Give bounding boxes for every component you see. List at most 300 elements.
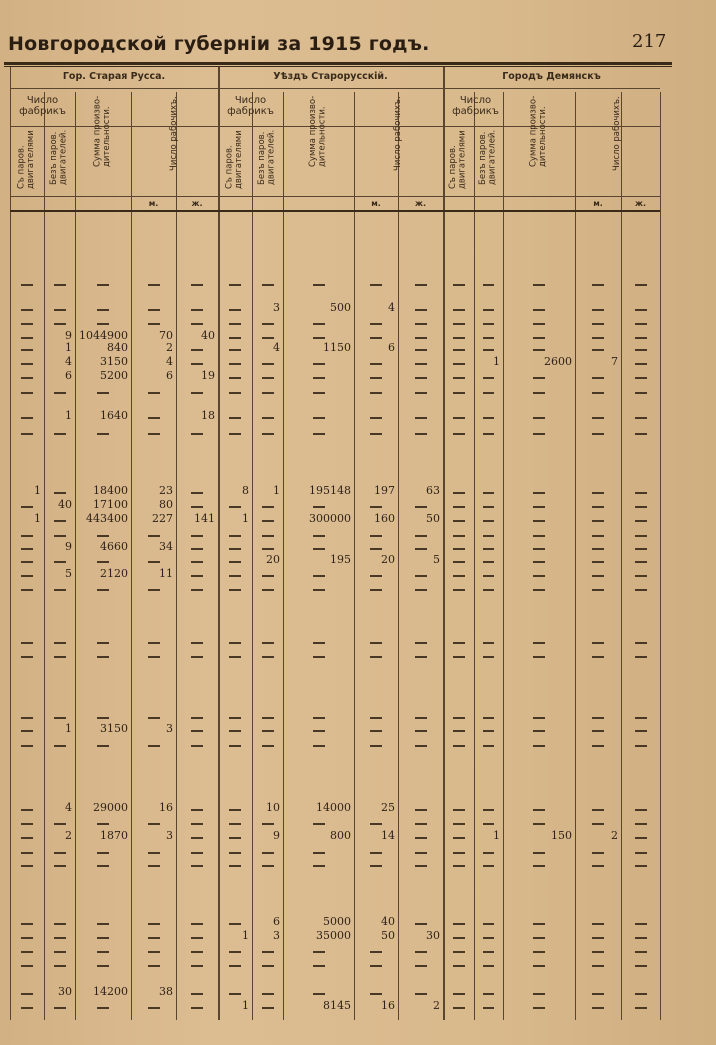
page-number: 217 [632, 31, 667, 52]
table-cell-dash [415, 965, 427, 967]
table-cell-dash [592, 809, 604, 811]
table-cell-dash [453, 809, 465, 811]
table-cell-dash [148, 823, 160, 825]
table-cell-dash [453, 417, 465, 419]
table-cell-dash [97, 965, 109, 967]
table-cell-dash [97, 392, 109, 394]
table-cell: 9 [273, 829, 280, 842]
table-cell-dash [148, 1007, 160, 1009]
table-cell-dash [592, 951, 604, 953]
table-cell-dash [415, 417, 427, 419]
table-cell-dash [370, 323, 382, 325]
table-cell-dash [635, 284, 647, 286]
vertical-column-header: Съ паров. двигателями [16, 130, 36, 189]
header-rule-mzh [10, 196, 660, 197]
table-cell-dash [453, 951, 465, 953]
table-cell-dash [21, 323, 33, 325]
table-cell: 16 [159, 801, 173, 814]
table-cell-dash [635, 589, 647, 591]
table-cell-dash [229, 642, 241, 644]
table-cell: 35000 [316, 929, 351, 942]
table-cell-dash [592, 852, 604, 854]
table-cell-dash [21, 561, 33, 563]
table-cell-dash [191, 656, 203, 658]
table-cell: 2120 [100, 567, 128, 580]
table-cell-dash [21, 589, 33, 591]
table-cell-dash [54, 1007, 66, 1009]
table-cell-dash [415, 745, 427, 747]
table-cell-dash [370, 548, 382, 550]
table-cell-dash [148, 392, 160, 394]
table-cell-dash [21, 852, 33, 854]
table-cell-dash [191, 642, 203, 644]
table-cell-dash [370, 284, 382, 286]
table-cell-dash [415, 589, 427, 591]
table-cell-dash [453, 1007, 465, 1009]
table-cell: 80 [159, 498, 173, 511]
table-cell: 3 [166, 722, 173, 735]
table-cell-dash [191, 492, 203, 494]
table-cell-dash [635, 363, 647, 365]
table-cell-dash [453, 309, 465, 311]
vertical-column-header: Число рабочихъ. [392, 96, 403, 171]
table-cell-dash [453, 730, 465, 732]
table-cell-dash [415, 349, 427, 351]
table-cell: 5200 [100, 369, 128, 382]
table-cell-dash [415, 923, 427, 925]
table-cell-dash [592, 965, 604, 967]
table-cell-dash [635, 377, 647, 379]
table-cell-dash [97, 433, 109, 435]
table-cell-dash [592, 717, 604, 719]
table-cell-dash [483, 575, 495, 577]
table-cell-dash [370, 363, 382, 365]
table-cell-dash [54, 433, 66, 435]
table-cell-dash [191, 589, 203, 591]
table-cell-dash [262, 433, 274, 435]
table-cell-dash [229, 865, 241, 867]
table-cell-dash [635, 392, 647, 394]
table-cell-dash [21, 656, 33, 658]
table-cell-dash [635, 506, 647, 508]
table-cell-dash [21, 865, 33, 867]
table-cell-dash [592, 377, 604, 379]
table-cell-dash [229, 548, 241, 550]
table-cell-dash [262, 323, 274, 325]
table-cell-dash [54, 852, 66, 854]
table-cell-dash [262, 951, 274, 953]
table-cell-dash [21, 923, 33, 925]
table-cell: 197 [374, 484, 395, 497]
table-cell-dash [262, 392, 274, 394]
table-cell-dash [483, 730, 495, 732]
table-cell: 4 [388, 301, 395, 314]
table-cell-dash [370, 642, 382, 644]
table-cell-dash [97, 852, 109, 854]
table-cell-dash [483, 520, 495, 522]
table-cell-dash [191, 506, 203, 508]
table-cell: 2600 [544, 355, 572, 368]
table-cell-dash [453, 937, 465, 939]
table-cell-dash [453, 965, 465, 967]
table-cell-dash [483, 865, 495, 867]
table-cell: 1 [493, 829, 500, 842]
table-cell-dash [54, 642, 66, 644]
table-cell-dash [533, 937, 545, 939]
table-cell: 1 [242, 929, 249, 942]
table-cell: 195148 [309, 484, 351, 497]
table-cell-dash [453, 520, 465, 522]
table-cell-dash [313, 417, 325, 419]
table-cell-dash [148, 417, 160, 419]
table-cell-dash [453, 349, 465, 351]
table-cell-dash [483, 656, 495, 658]
table-cell-dash [370, 951, 382, 953]
table-cell-dash [592, 492, 604, 494]
table-cell-dash [635, 730, 647, 732]
table-cell: 443400 [86, 512, 128, 525]
table-cell-dash [313, 506, 325, 508]
table-cell-dash [483, 993, 495, 995]
table-cell-dash [415, 642, 427, 644]
table-cell-dash [453, 717, 465, 719]
table-cell-dash [415, 837, 427, 839]
table-cell: 840 [107, 341, 128, 354]
table-cell: 20 [381, 553, 395, 566]
table-cell-dash [453, 656, 465, 658]
table-cell-dash [370, 506, 382, 508]
table-cell-dash [533, 433, 545, 435]
table-cell-dash [262, 745, 274, 747]
table-cell-dash [54, 561, 66, 563]
table-cell: 300000 [309, 512, 351, 525]
table-cell-dash [262, 730, 274, 732]
table-cell-dash [54, 745, 66, 747]
table-cell: 9 [65, 540, 72, 553]
table-cell-dash [592, 323, 604, 325]
table-cell: 5 [65, 567, 72, 580]
table-cell-dash [21, 730, 33, 732]
table-cell-dash [592, 730, 604, 732]
table-cell-dash [97, 951, 109, 953]
table-cell-dash [415, 730, 427, 732]
table-cell: 5000 [323, 915, 351, 928]
table-cell-dash [415, 852, 427, 854]
table-cell: 7 [611, 355, 618, 368]
table-cell: 3 [166, 829, 173, 842]
table-cell-dash [483, 561, 495, 563]
table-cell: 4 [65, 355, 72, 368]
table-cell: 4 [65, 801, 72, 814]
column-rule [503, 92, 504, 1020]
table-cell-dash [21, 823, 33, 825]
table-cell-dash [21, 1007, 33, 1009]
table-cell: 800 [330, 829, 351, 842]
table-cell-dash [635, 535, 647, 537]
table-cell-dash [483, 589, 495, 591]
table-cell: 227 [152, 512, 173, 525]
table-cell: 20 [266, 553, 280, 566]
table-cell-dash [533, 951, 545, 953]
table-cell: 1 [242, 999, 249, 1012]
table-cell-dash [262, 865, 274, 867]
table-cell-dash [313, 589, 325, 591]
table-cell-dash [229, 309, 241, 311]
table-cell-dash [148, 589, 160, 591]
table-cell-dash [415, 535, 427, 537]
table-cell-dash [483, 965, 495, 967]
table-cell-dash [453, 745, 465, 747]
table-cell-dash [635, 323, 647, 325]
table-cell-dash [191, 392, 203, 394]
table-cell: 30 [426, 929, 440, 942]
table-cell-dash [415, 309, 427, 311]
table-cell-dash [313, 377, 325, 379]
table-cell-dash [97, 823, 109, 825]
table-cell-dash [262, 656, 274, 658]
table-cell-dash [635, 656, 647, 658]
table-cell-dash [313, 823, 325, 825]
table-cell-dash [635, 417, 647, 419]
table-cell-dash [262, 852, 274, 854]
table-cell: 17100 [93, 498, 128, 511]
table-cell-dash [229, 337, 241, 339]
table-cell-dash [533, 337, 545, 339]
table-cell-dash [453, 561, 465, 563]
table-cell-dash [313, 745, 325, 747]
table-cell-dash [370, 535, 382, 537]
table-cell-dash [483, 823, 495, 825]
table-cell-dash [97, 284, 109, 286]
table-cell-dash [148, 284, 160, 286]
table-cell-dash [229, 349, 241, 351]
table-cell-dash [592, 349, 604, 351]
table-cell-dash [533, 309, 545, 311]
table-cell-dash [54, 965, 66, 967]
table-cell-dash [21, 309, 33, 311]
table-cell-dash [148, 923, 160, 925]
female-header: ж. [191, 199, 203, 208]
table-cell-dash [592, 642, 604, 644]
table-cell-dash [191, 852, 203, 854]
table-cell-dash [370, 433, 382, 435]
table-cell: 50 [381, 929, 395, 942]
table-cell: 1 [493, 355, 500, 368]
table-cell-dash [262, 337, 274, 339]
table-cell-dash [483, 745, 495, 747]
table-cell-dash [21, 745, 33, 747]
table-cell-dash [191, 837, 203, 839]
table-cell-dash [229, 323, 241, 325]
table-cell-dash [148, 717, 160, 719]
table-cell: 9 [65, 329, 72, 342]
table-cell-dash [191, 575, 203, 577]
column-rule [176, 92, 177, 1020]
table-cell: 10 [266, 801, 280, 814]
table-cell-dash [592, 745, 604, 747]
table-cell-dash [483, 717, 495, 719]
table-cell-dash [483, 642, 495, 644]
table-cell-dash [370, 865, 382, 867]
page-title: Новгородской губерніи за 1915 годъ. [8, 33, 430, 55]
table-cell-dash [592, 520, 604, 522]
table-cell-dash [635, 837, 647, 839]
table-cell-dash [313, 965, 325, 967]
table-cell-dash [191, 349, 203, 351]
column-rule [660, 92, 661, 1020]
table-cell-dash [592, 656, 604, 658]
table-cell-dash [533, 575, 545, 577]
table-cell: 1 [65, 341, 72, 354]
top-rule-thin [4, 66, 672, 67]
table-cell-dash [229, 363, 241, 365]
table-cell-dash [533, 561, 545, 563]
table-cell-dash [54, 656, 66, 658]
table-cell-dash [592, 1007, 604, 1009]
table-cell-dash [635, 561, 647, 563]
table-cell-dash [191, 323, 203, 325]
table-cell-dash [313, 642, 325, 644]
table-cell-dash [415, 392, 427, 394]
table-cell-dash [229, 993, 241, 995]
table-cell: 1 [242, 512, 249, 525]
table-cell-dash [21, 993, 33, 995]
table-cell-dash [533, 492, 545, 494]
table-cell-dash [483, 506, 495, 508]
table-cell: 19 [201, 369, 215, 382]
table-cell-dash [635, 823, 647, 825]
table-cell-dash [635, 717, 647, 719]
header-rule-groups [10, 88, 660, 89]
chislo-fabrik-header: Число фабрикъ [19, 95, 66, 117]
table-cell-dash [262, 642, 274, 644]
table-cell-dash [483, 349, 495, 351]
table-cell-dash [54, 323, 66, 325]
table-cell-dash [97, 323, 109, 325]
table-cell-dash [313, 717, 325, 719]
column-rule [131, 92, 132, 1020]
table-cell-dash [148, 951, 160, 953]
table-cell-dash [635, 865, 647, 867]
table-cell-dash [262, 589, 274, 591]
table-cell-dash [54, 284, 66, 286]
vertical-column-header: Число рабочихъ. [168, 96, 179, 171]
table-cell-dash [148, 852, 160, 854]
table-cell-dash [533, 349, 545, 351]
column-rule [44, 92, 45, 1020]
table-cell-dash [191, 865, 203, 867]
table-cell: 14 [381, 829, 395, 842]
table-cell: 6 [388, 341, 395, 354]
table-cell: 1 [34, 512, 41, 525]
table-cell-dash [191, 535, 203, 537]
table-cell-dash [592, 548, 604, 550]
table-cell-dash [21, 349, 33, 351]
table-cell: 2 [433, 999, 440, 1012]
table-cell: 3150 [100, 355, 128, 368]
table-cell-dash [229, 535, 241, 537]
table-cell-dash [148, 865, 160, 867]
table-cell-dash [21, 284, 33, 286]
table-cell: 160 [374, 512, 395, 525]
table-cell-dash [191, 923, 203, 925]
table-cell-dash [533, 392, 545, 394]
table-cell-dash [533, 548, 545, 550]
table-cell: 4660 [100, 540, 128, 553]
table-cell-dash [191, 284, 203, 286]
table-cell-dash [415, 337, 427, 339]
table-cell-dash [262, 377, 274, 379]
table-cell-dash [21, 417, 33, 419]
table-cell-dash [635, 575, 647, 577]
table-cell-dash [21, 548, 33, 550]
table-cell-dash [97, 865, 109, 867]
table-cell-dash [483, 535, 495, 537]
table-cell-dash [453, 377, 465, 379]
table-cell: 16 [381, 999, 395, 1012]
table-cell-dash [313, 337, 325, 339]
table-cell: 2 [611, 829, 618, 842]
table-cell-dash [635, 745, 647, 747]
table-cell-dash [21, 506, 33, 508]
table-cell: 6 [273, 915, 280, 928]
table-cell-dash [97, 535, 109, 537]
table-cell-dash [191, 363, 203, 365]
table-cell-dash [313, 993, 325, 995]
table-cell-dash [453, 284, 465, 286]
vertical-column-header: Число рабочихъ. [611, 96, 622, 171]
table-cell: 6 [65, 369, 72, 382]
table-cell: 8145 [323, 999, 351, 1012]
table-cell-dash [370, 656, 382, 658]
table-cell-dash [483, 392, 495, 394]
table-cell-dash [262, 993, 274, 995]
table-cell-dash [191, 309, 203, 311]
table-cell-dash [97, 937, 109, 939]
table-cell-dash [262, 520, 274, 522]
table-cell-dash [21, 837, 33, 839]
table-cell-dash [483, 323, 495, 325]
table-cell: 3 [273, 929, 280, 942]
table-cell-dash [370, 717, 382, 719]
table-cell-dash [533, 284, 545, 286]
table-cell: 1 [65, 722, 72, 735]
table-cell-dash [262, 1007, 274, 1009]
table-cell-dash [21, 809, 33, 811]
table-cell-dash [54, 392, 66, 394]
table-cell-dash [533, 965, 545, 967]
table-cell-dash [229, 575, 241, 577]
vertical-column-header: Сумма произво- дительности. [528, 96, 548, 168]
table-cell-dash [313, 392, 325, 394]
table-cell-dash [533, 717, 545, 719]
table-cell-dash [592, 392, 604, 394]
table-cell: 195 [330, 553, 351, 566]
table-cell-dash [533, 993, 545, 995]
chislo-fabrik-header: Число фабрикъ [452, 95, 499, 117]
table-cell-dash [533, 823, 545, 825]
table-cell-dash [533, 520, 545, 522]
table-cell-dash [229, 809, 241, 811]
table-cell-dash [21, 951, 33, 953]
table-cell-dash [313, 951, 325, 953]
table-cell-dash [54, 937, 66, 939]
vertical-column-header: Безъ паров. двигателей. [257, 130, 277, 186]
table-cell-dash [148, 309, 160, 311]
table-cell-dash [592, 433, 604, 435]
table-cell-dash [148, 323, 160, 325]
table-cell: 40 [58, 498, 72, 511]
